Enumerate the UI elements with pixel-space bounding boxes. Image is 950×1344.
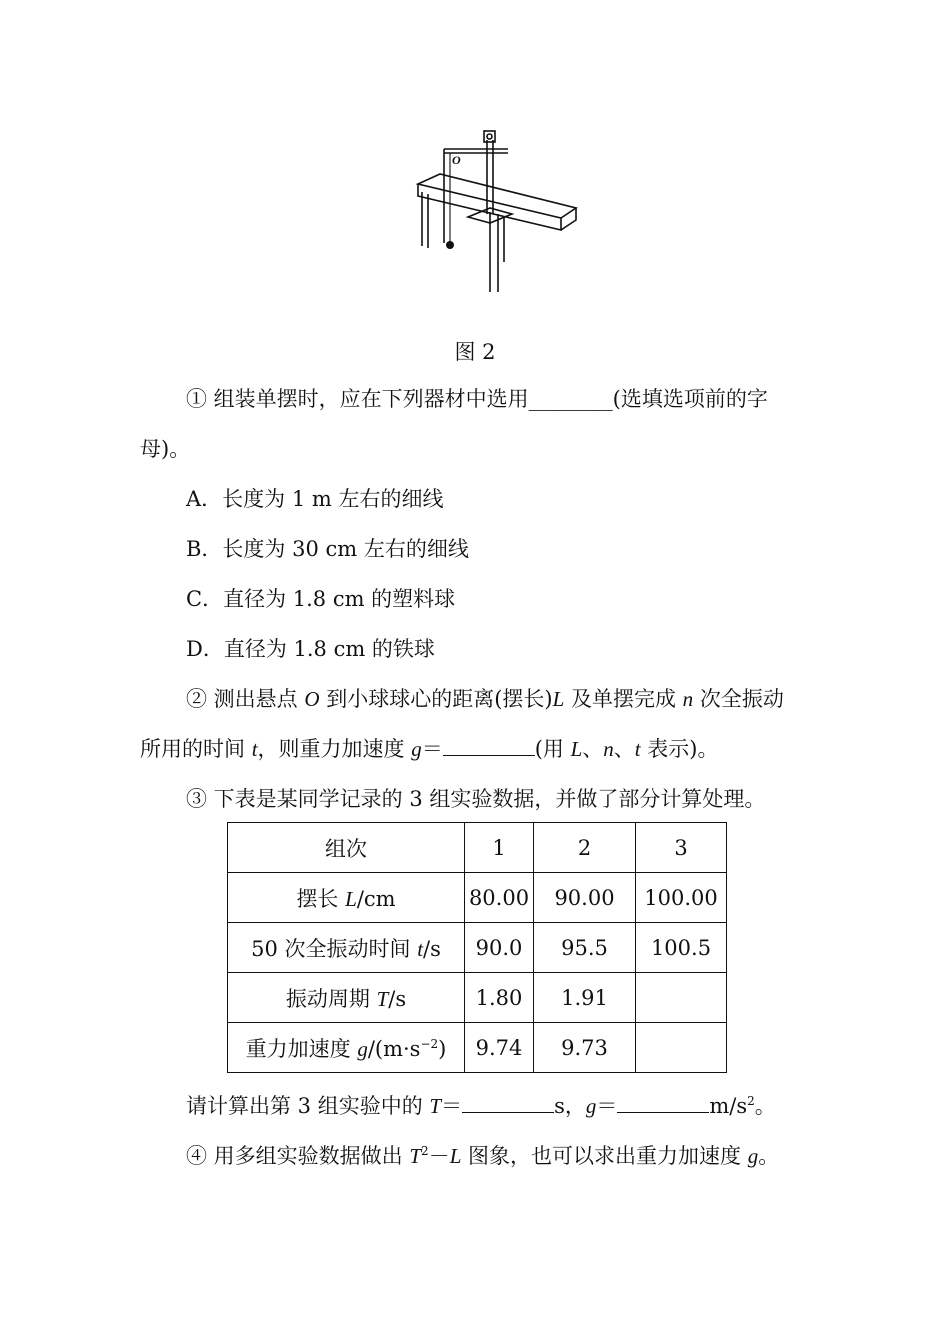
table-cell: 80.00: [465, 873, 534, 923]
q1-line2: 母)。: [140, 437, 191, 461]
q4-line: ④ 用多组实验数据做出 $T^2-L$ 图象，也可以求出重力加速度 g。: [186, 1144, 780, 1168]
q3-calc: 请计算出第 3 组实验中的 T＝ s，$g= m/s^2$。: [186, 1094, 776, 1118]
table-cell-empty: [636, 1023, 727, 1073]
table-cell-empty: [636, 973, 727, 1023]
table-cell: 1.80: [465, 973, 534, 1023]
row-label: 摆长 L/cm: [228, 873, 465, 923]
table-row-gravity: [228, 1023, 727, 1073]
table-row-period: [228, 973, 727, 1023]
table-leg-front: [490, 212, 498, 292]
pendulum-bob: [446, 241, 454, 249]
stand-rod: [487, 140, 493, 214]
table-cell: 90.0: [465, 923, 534, 973]
answer-blank-gravity[interactable]: [617, 1092, 709, 1113]
table-cell: 100.5: [636, 923, 727, 973]
row-label: 振动周期 T/s: [228, 973, 465, 1023]
option-a: A．长度为 1 m 左右的细线: [186, 487, 444, 511]
row-label: 50 次全振动时间 t/s: [228, 923, 465, 973]
table-header-cell: 1: [465, 823, 534, 873]
table-row-time: [228, 923, 727, 973]
table-cell: 90.00: [534, 873, 636, 923]
table-top: [418, 174, 576, 218]
table-header-cell: 组次: [228, 823, 465, 873]
q2-line1: ② 测出悬点 O 到小球球心的距离(摆长)L 及单摆完成 n 次全振动: [186, 687, 784, 711]
data-table: [227, 822, 727, 1073]
table-header-row: [228, 823, 727, 873]
table-cell: 1.91: [534, 973, 636, 1023]
q1-line1: ① 组装单摆时，应在下列器材中选用________(选填选项前的字: [186, 387, 768, 411]
answer-blank-period[interactable]: [462, 1092, 554, 1113]
q3-intro: ③ 下表是某同学记录的 3 组实验数据，并做了部分计算处理。: [186, 787, 766, 811]
option-d: D．直径为 1.8 cm 的铁球: [186, 637, 435, 661]
table-header-cell: 3: [636, 823, 727, 873]
table-cell: 9.73: [534, 1023, 636, 1073]
q2-line2: 所用的时间 t，则重力加速度 g＝ (用 L、n、t 表示)。: [140, 737, 719, 761]
table-header-cell: 2: [534, 823, 636, 873]
pendulum-apparatus-figure: [408, 122, 588, 297]
answer-blank-g[interactable]: [443, 735, 535, 756]
table-leg-left: [422, 192, 428, 248]
table-cell: 95.5: [534, 923, 636, 973]
figure-caption: 图 2: [454, 340, 496, 364]
table-cell: 100.00: [636, 873, 727, 923]
table-row-length: [228, 873, 727, 923]
option-c: C．直径为 1.8 cm 的塑料球: [186, 587, 456, 611]
table-cell: 9.74: [465, 1023, 534, 1073]
option-b: B．长度为 30 cm 左右的细线: [186, 537, 469, 561]
point-o-label: O: [452, 153, 461, 167]
row-label: 重力加速度 $g/(m\cdot s^{-2})$: [228, 1023, 465, 1073]
